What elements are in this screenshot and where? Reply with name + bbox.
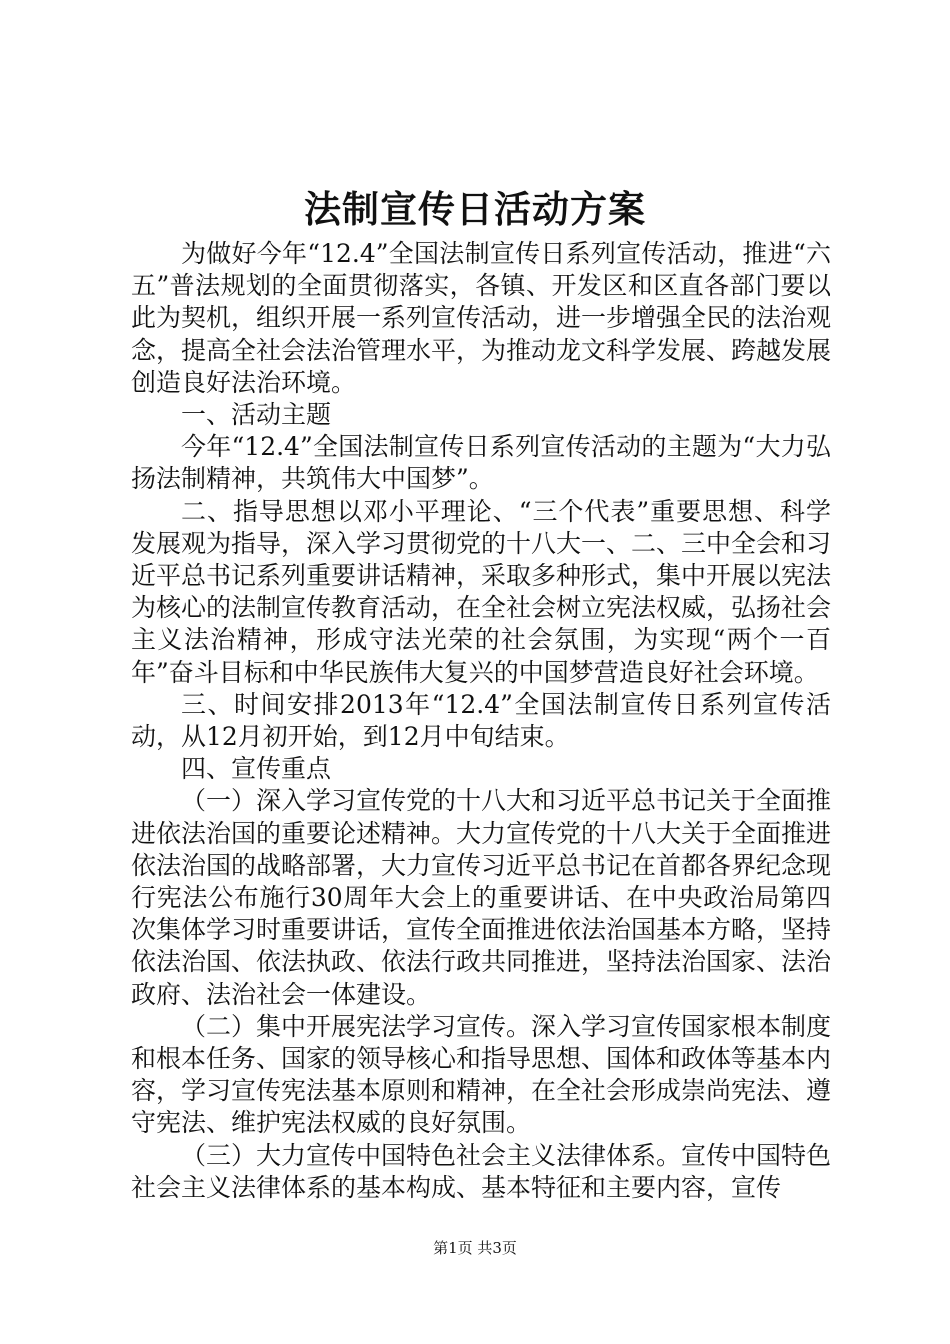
paragraph-schedule: 三、时间安排2013年“12.4”全国法制宣传日系列宣传活动，从12月初开始，到12月中旬结束。 [131, 689, 831, 752]
heading-publicity-focus: 四、宣传重点 [181, 754, 332, 784]
document-title: 法制宣传日活动方案 [304, 187, 646, 231]
paragraph-focus-1: （一）深入学习宣传党的十八大和习近平总书记关于全面推进依法治国的重要论述精神。大力宣传党的十八大关于全面推进依法治国的战略部署，大力宣传习近平总书记在首都各界纪念现行宪法公布施行30周年大会上的重要讲话、在中央政治局第四次集体学习时重要讲话，宣传全面推进依法治国基本方略，坚持依法治国、依法执政、依法行政共同推进，坚持法治国家、法治政府、法治社会一体建设。 [131, 786, 832, 1009]
paragraph-focus-3: （三）大力宣传中国特色社会主义法律体系。宣传中国特色社会主义法律体系的基本构成、基本特征和主要内容，宣传 [131, 1140, 832, 1202]
document-body [131, 238, 831, 1204]
page-footer [0, 1238, 950, 1258]
heading-activity-theme: 一、活动主题 [181, 400, 332, 430]
paragraph-activity-theme: 今年“12.4”全国法制宣传日系列宣传活动的主题为“大力弘扬法制精神，共筑伟大中国梦”。 [131, 432, 831, 494]
page-indicator: 第1页 共3页 [433, 1239, 517, 1257]
paragraph-intro: 为做好今年“12.4”全国法制宣传日系列宣传活动，推进“六五”普法规划的全面贯彻落实，各镇、开发区和区直各部门要以此为契机，组织开展一系列宣传活动，进一步增强全民的法治观念，提高全社会法治管理水平，为推动龙文科学发展、跨越发展创造良好法治环境。 [131, 239, 832, 397]
paragraph-focus-2: （二）集中开展宪法学习宣传。深入学习宣传国家根本制度和根本任务、国家的领导核心和指导思想、国体和政体等基本内容，学习宣传宪法基本原则和精神，在全社会形成崇尚宪法、遵守宪法、维护宪法权威的良好氛围。 [131, 1011, 832, 1138]
paragraph-guiding-ideology: 二、指导思想以邓小平理论、“三个代表”重要思想、科学发展观为指导，深入学习贯彻党的十八大一、二、三中全会和习近平总书记系列重要讲话精神，采取多种形式，集中开展以宪法为核心的法制宣传教育活动，在全社会树立宪法权威，弘扬社会主义法治精神，形成守法光荣的社会氛围，为实现“两个一百年”奋斗目标和中华民族伟大复兴的中国梦营造良好社会环境。 [131, 496, 832, 687]
